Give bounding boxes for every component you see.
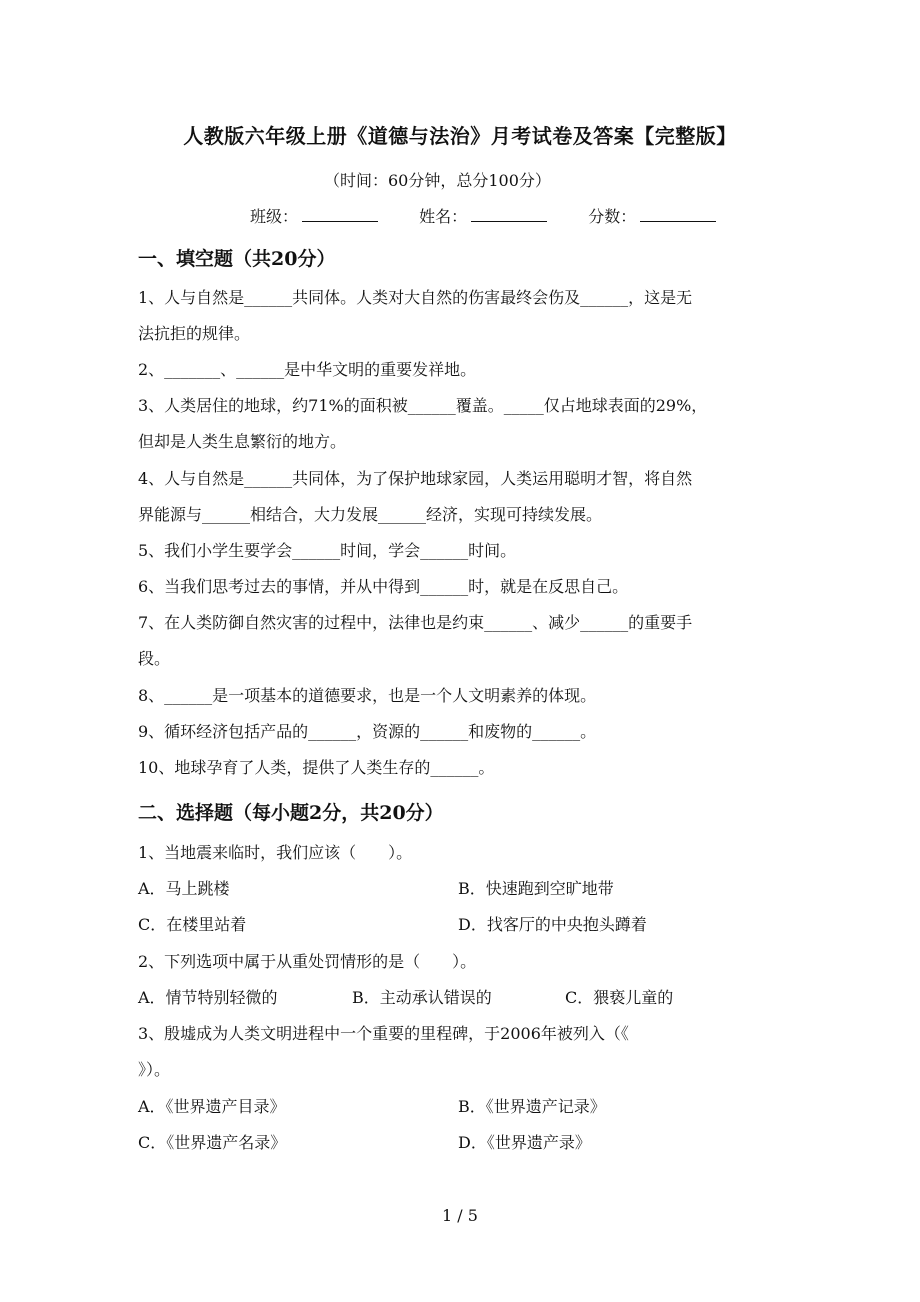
class-label: 班级：	[250, 207, 299, 226]
question-stem: 3、殷墟成为人类文明进程中一个重要的里程碑，于2006年被列入（《	[138, 1024, 629, 1043]
score-field[interactable]	[588, 204, 716, 227]
question-line: 8、______是一项基本的道德要求，也是一个人文明素养的体现。	[138, 686, 597, 705]
score-blank[interactable]	[640, 207, 716, 222]
option-b[interactable]: B．快速跑到空旷地带	[458, 879, 614, 898]
option-c[interactable]: C．《世界遗产名录》	[138, 1133, 287, 1152]
question-line: 1、人与自然是______共同体。人类对大自然的伤害最终会伤及______，这是无	[138, 288, 693, 307]
question-line: 9、循环经济包括产品的______，资源的______和废物的______。	[138, 722, 597, 741]
question-line: 2、_______、______是中华文明的重要发祥地。	[138, 360, 477, 379]
name-field[interactable]	[419, 204, 547, 227]
question-stem-continued: 》）。	[138, 1060, 171, 1079]
option-a[interactable]: A．情节特别轻微的	[138, 988, 278, 1007]
question-line: 界能源与______相结合，大力发展______经济，实现可持续发展。	[138, 505, 603, 524]
question-line: 4、人与自然是______共同体，为了保护地球家园，人类运用聪明才智，将自然	[138, 469, 693, 488]
option-b[interactable]: B．《世界遗产记录》	[458, 1097, 606, 1116]
student-info-row	[250, 204, 752, 227]
option-c[interactable]: C．猥亵儿童的	[565, 988, 674, 1007]
option-b[interactable]: B．主动承认错误的	[352, 988, 492, 1007]
question-line: 但却是人类生息繁衍的地方。	[138, 432, 347, 451]
exam-subtitle: （时间：60分钟，总分100分）	[324, 171, 551, 190]
question-line: 10、地球孕育了人类，提供了人类生存的______。	[138, 758, 495, 777]
option-a[interactable]: A．《世界遗产目录》	[138, 1097, 286, 1116]
question-line: 5、我们小学生要学会______时间，学会______时间。	[138, 541, 517, 560]
section-heading-multiple-choice: 二、选择题（每小题2分，共20分）	[138, 802, 444, 824]
name-label: 姓名：	[419, 207, 468, 226]
class-blank[interactable]	[302, 207, 378, 222]
class-field[interactable]	[250, 204, 378, 227]
option-a[interactable]: A．马上跳楼	[138, 879, 230, 898]
name-blank[interactable]	[471, 207, 547, 222]
option-d[interactable]: D．《世界遗产录》	[458, 1133, 591, 1152]
question-stem: 1、当地震来临时，我们应该（ ）。	[138, 843, 413, 862]
question-stem: 2、下列选项中属于从重处罚情形的是（ ）。	[138, 952, 477, 971]
question-line: 法抗拒的规律。	[138, 324, 251, 343]
option-c[interactable]: C．在楼里站着	[138, 915, 247, 934]
section-heading-fill-in: 一、填空题（共20分）	[138, 248, 336, 270]
page-number: 1 / 5	[442, 1206, 478, 1225]
question-line: 3、人类居住的地球，约71%的面积被______覆盖。_____仅占地球表面的29%，	[138, 396, 708, 415]
question-line: 段。	[138, 649, 171, 668]
question-line: 7、在人类防御自然灾害的过程中，法律也是约束______、减少______的重要手	[138, 613, 693, 632]
question-line: 6、当我们思考过去的事情，并从中得到______时，就是在反思自己。	[138, 577, 629, 596]
score-label: 分数：	[588, 207, 637, 226]
exam-title: 人教版六年级上册《道德与法治》月考试卷及答案【完整版】	[183, 124, 737, 148]
option-d[interactable]: D．找客厅的中央抱头蹲着	[458, 915, 647, 934]
